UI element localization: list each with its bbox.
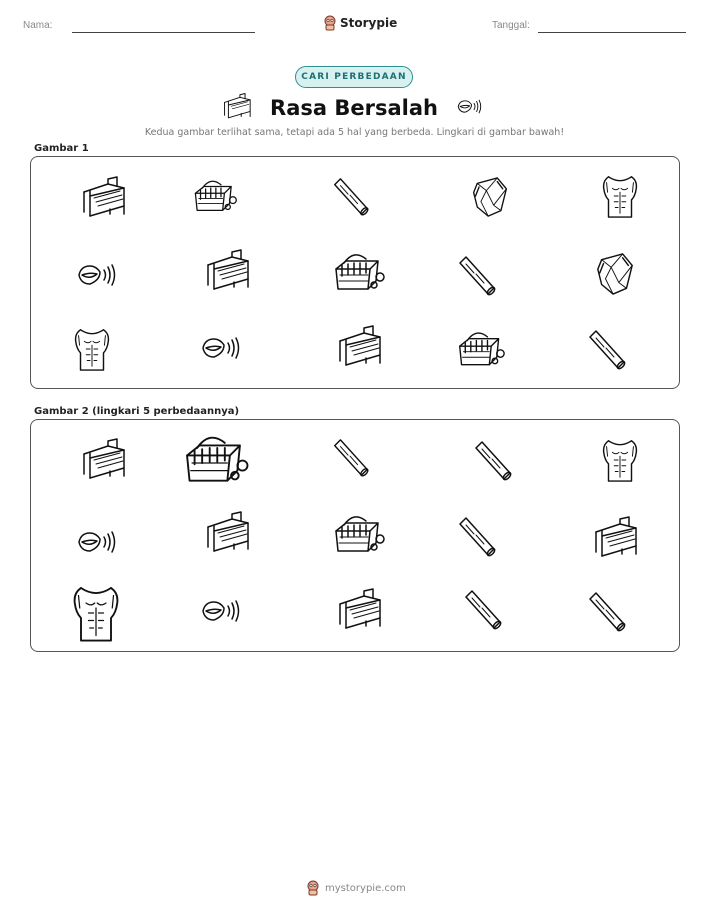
stick-icon[interactable] bbox=[454, 515, 498, 559]
title-bed-icon bbox=[222, 92, 254, 118]
name-label: Nama: bbox=[23, 20, 53, 31]
instructions: Kedua gambar terlihat sama, tetapi ada 5 hal yang berbeda. Lingkari di gambar bawah! bbox=[144, 127, 565, 138]
bed-icon bbox=[336, 324, 386, 366]
mascot-icon bbox=[323, 15, 337, 31]
name-line[interactable] bbox=[72, 32, 255, 33]
torso-icon[interactable] bbox=[64, 583, 128, 643]
stick-icon bbox=[584, 328, 628, 372]
bed-icon[interactable] bbox=[204, 510, 254, 552]
basket-icon[interactable] bbox=[182, 429, 250, 487]
bed-icon bbox=[80, 175, 130, 217]
stick-icon[interactable] bbox=[470, 439, 514, 483]
stick-icon[interactable] bbox=[460, 588, 504, 632]
rock-icon bbox=[470, 172, 510, 222]
bed-icon bbox=[204, 248, 254, 290]
section-2-label: Gambar 2 (lingkari 5 perbedaannya) bbox=[34, 406, 240, 417]
mouth-icon[interactable] bbox=[76, 527, 116, 557]
stick-icon bbox=[328, 176, 372, 218]
stick-icon[interactable] bbox=[328, 437, 372, 479]
basket-icon[interactable] bbox=[332, 511, 386, 555]
footer-mascot-icon bbox=[306, 880, 320, 896]
torso-icon bbox=[70, 326, 114, 372]
mouth-icon bbox=[76, 260, 116, 290]
mouth-icon[interactable] bbox=[200, 596, 240, 626]
bed-icon[interactable] bbox=[80, 437, 130, 479]
basket-icon bbox=[332, 249, 386, 293]
bed-icon[interactable] bbox=[592, 515, 642, 557]
brand-logo bbox=[323, 13, 397, 33]
title-mouth-icon bbox=[456, 97, 482, 116]
mouth-icon bbox=[200, 333, 240, 363]
page-title: Rasa Bersalah bbox=[270, 96, 438, 120]
footer-site: mystorypie.com bbox=[325, 882, 406, 894]
torso-icon bbox=[598, 173, 642, 219]
section-1-label: Gambar 1 bbox=[34, 143, 89, 154]
rock-icon bbox=[594, 250, 636, 298]
brand-name: Storypie bbox=[340, 16, 398, 30]
footer bbox=[306, 878, 406, 898]
date-label: Tanggal: bbox=[492, 20, 530, 31]
date-line[interactable] bbox=[538, 32, 686, 33]
torso-icon[interactable] bbox=[598, 437, 642, 483]
stick-icon[interactable] bbox=[584, 590, 628, 634]
stick-icon bbox=[454, 254, 498, 298]
basket-icon bbox=[456, 327, 506, 369]
bed-icon[interactable] bbox=[336, 587, 386, 629]
basket-icon bbox=[192, 173, 238, 217]
activity-badge: CARI PERBEDAAN bbox=[295, 66, 413, 88]
